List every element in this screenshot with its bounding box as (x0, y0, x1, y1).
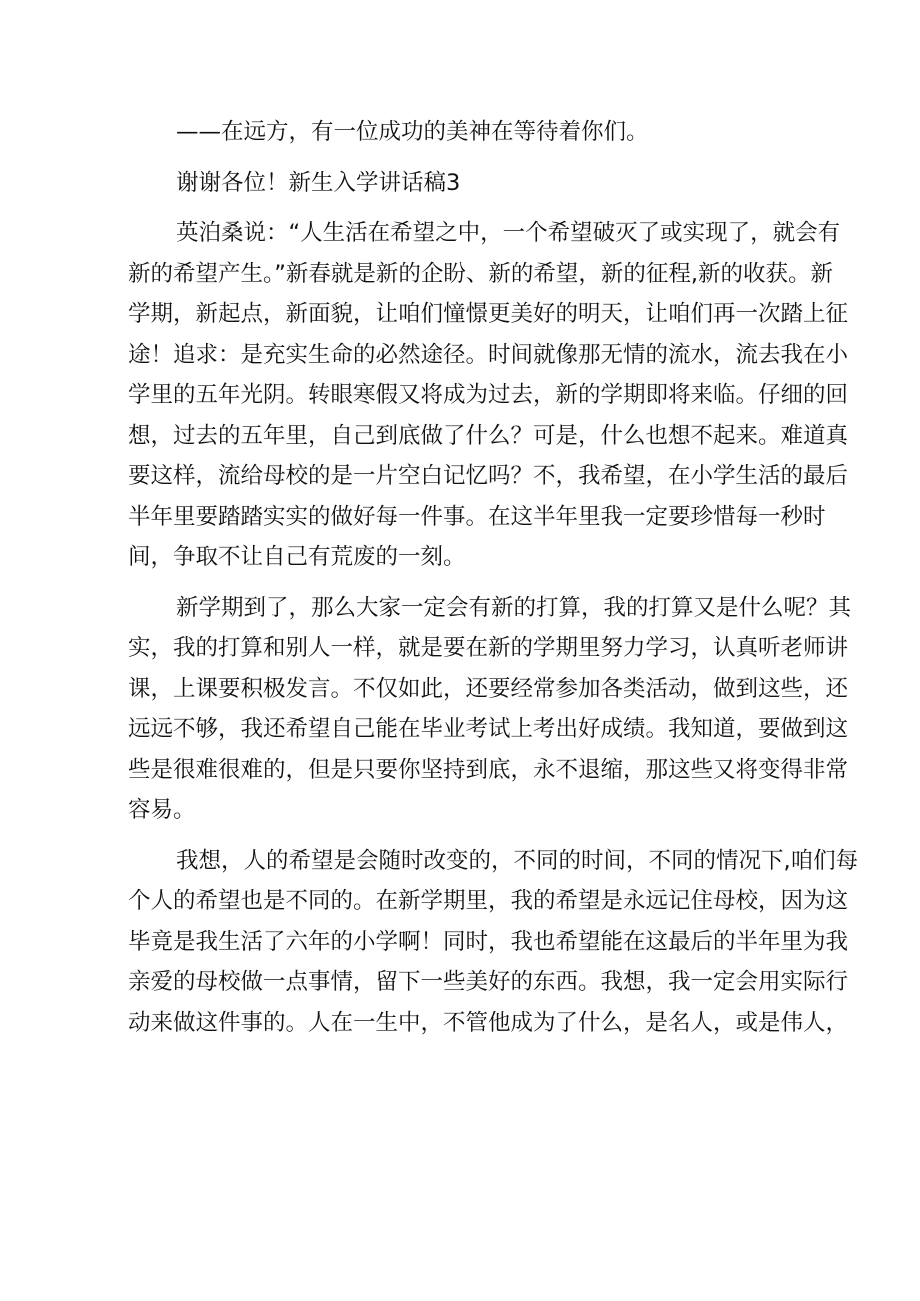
paragraph-line: 容易。 (128, 797, 196, 823)
paragraph-line: 个人的希望也是不同的。在新学期里，我的希望是永远记住母校，因为这 (128, 888, 849, 914)
paragraph-line: 要这样，流给母校的是一片空白记忆吗？不，我希望，在小学生活的最后 (128, 463, 849, 489)
paragraph-line: 半年里要踏踏实实的做好每一件事。在这半年里我一定要珍惜每一秒时 (128, 503, 826, 530)
closing-line: ——在远方，有一位成功的美神在等待着你们。 (176, 119, 649, 145)
paragraph-line: 新学期到了，那么大家一定会有新的打算，我的打算又是什么呢？其 (176, 594, 852, 621)
document-body (128, 112, 859, 1043)
paragraph-line: 亲爱的母校做一点事情，留下一些美好的东西。我想，我一定会用实际行 (128, 969, 849, 995)
paragraph-line: 课，上课要积极发言。不仅如此，还要经常参加各类活动，做到这些，还 (128, 675, 849, 702)
paragraph-line: 途！追求：是充实生命的必然途径。时间就像那无情的流水，流去我在小 (128, 341, 849, 368)
paragraph-line: 毕竟是我生活了六年的小学啊！同时，我也希望能在这最后的半年里为我 (128, 928, 849, 955)
paragraph-3 (128, 841, 859, 1044)
paragraph-line: 学里的五年光阴。转眼寒假又将成为过去，新的学期即将来临。仔细的回 (128, 382, 849, 408)
paragraph-line: 些是很难很难的，但是只要你坚持到底，永不退缩，那这些又将变得非常 (128, 756, 849, 783)
paragraph-line: 我想，人的希望是会随时改变的，不同的时间，不同的情况下,咱们每 (176, 847, 859, 874)
paragraph-line: 学期，新起点，新面貌，让咱们憧憬更美好的明天，让咱们再一次踏上征 (128, 301, 849, 327)
paragraph-line: 远远不够，我还希望自己能在毕业考试上考出好成绩。我知道，要做到这 (128, 716, 849, 742)
paragraph-line: 实，我的打算和别人一样，就是要在新的学期里努力学习，认真听老师讲 (128, 635, 849, 661)
speech-title-line: 谢谢各位！新生入学讲话稿3 (176, 169, 461, 196)
paragraph-2 (128, 588, 852, 831)
paragraph-line: 新的希望产生。”新春就是新的企盼、新的希望，新的征程,新的收获。新 (128, 260, 834, 287)
paragraph-line: 想，过去的五年里，自己到底做了什么？可是，什么也想不起来。难道真 (128, 422, 849, 449)
paragraph-line: 英泊桑说：“人生活在希望之中，一个希望破灭了或实现了，就会有 (176, 220, 841, 246)
paragraph-line: 动来做这件事的。人在一生中，不管他成为了什么，是名人，或是伟人， (128, 1009, 849, 1036)
paragraph-line: 间，争取不让自己有荒废的一刻。 (128, 544, 466, 570)
paragraph-1 (128, 213, 849, 578)
